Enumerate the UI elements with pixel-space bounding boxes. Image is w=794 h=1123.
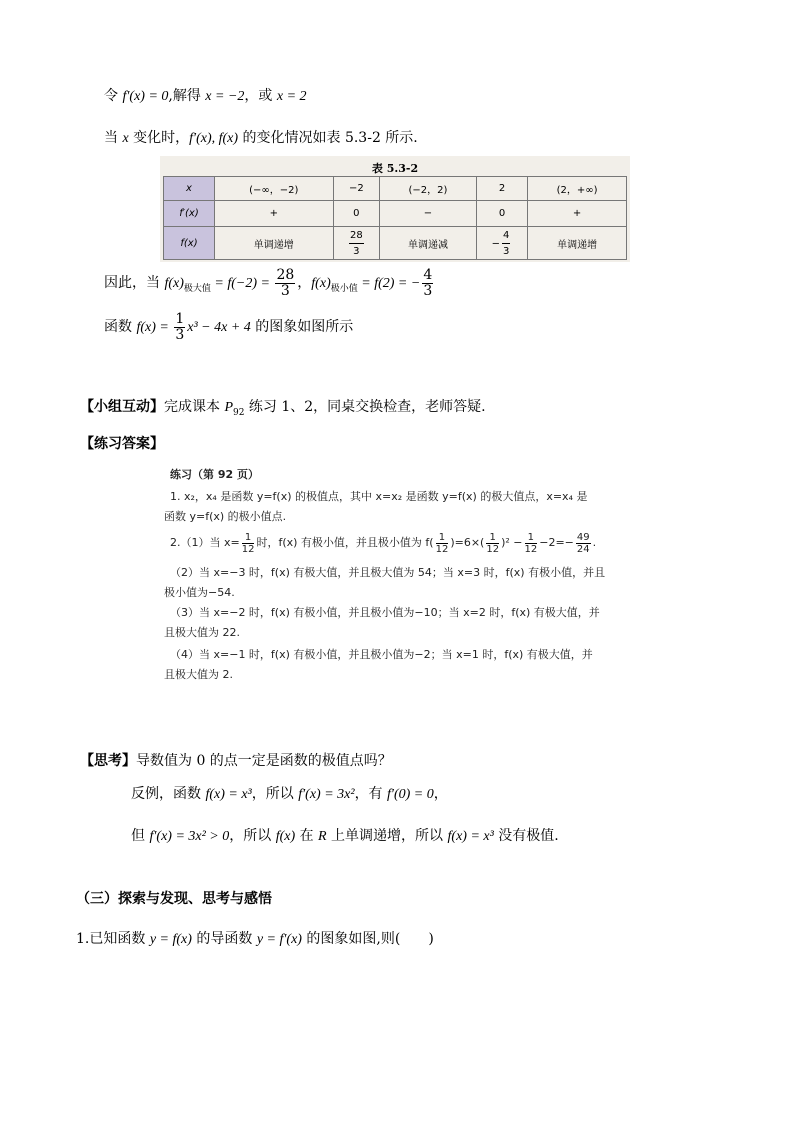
answer-line: （4）当 x=−1 时，f(x) 有极小值，并且极小值为−2；当 x=1 时，f(x) 有极大值，并 (170, 648, 593, 661)
numerator: 1 (175, 310, 185, 327)
table-cell: 单调递减 (380, 227, 477, 260)
subscript: 92 (233, 407, 245, 418)
think-question (80, 752, 392, 770)
numerator: 28 (276, 266, 295, 283)
numerator: 1 (525, 532, 538, 544)
section-heading: （三）探索与发现、思考与感悟 (76, 891, 272, 907)
answer-line: 且极大值为 2. (164, 668, 233, 681)
text: ,解得 (168, 88, 206, 104)
text: ，或 (244, 88, 277, 104)
denominator: 12 (435, 543, 449, 555)
math: f′(x) = 0 (122, 89, 169, 104)
text: 的图象如图,则( ) (301, 931, 434, 947)
extremum-conclusion (104, 266, 435, 306)
fraction (349, 228, 364, 259)
math: y = f′(x) (256, 932, 302, 947)
math: P (224, 400, 234, 415)
math: f′(0) = 0 (387, 787, 434, 802)
math: f′(x) = 3x² > 0 (149, 829, 230, 844)
text: 令 (104, 88, 123, 104)
text: 函数 (104, 319, 137, 335)
denominator: 3 (423, 282, 433, 299)
table-row (164, 201, 627, 227)
text: 当 (104, 130, 123, 146)
text: 的导函数 (191, 931, 257, 947)
table-cell (333, 227, 380, 260)
question-1 (76, 930, 434, 949)
math: f′(x), f(x) (189, 131, 239, 146)
fraction (242, 532, 255, 555)
math: x = −2 (205, 89, 245, 104)
numerator: 1 (242, 532, 255, 544)
table-cell: 2 (476, 177, 527, 201)
text: ， (433, 786, 448, 802)
text: 反例，函数 (131, 786, 206, 802)
math: x (122, 131, 129, 146)
table-cell: 单调递增 (528, 227, 627, 260)
denominator: 3 (503, 245, 510, 257)
math: f(x) = x³ (447, 829, 494, 844)
math: x³ − 4x + 4 (187, 320, 251, 335)
answer-line: 且极大值为 22. (164, 626, 240, 639)
math: = f(2) = − (357, 276, 421, 291)
text: ， (297, 275, 312, 291)
denominator: 12 (486, 543, 500, 555)
math: = f(−2) = (210, 276, 274, 291)
answer-line: 函数 y=f(x) 的极小值点. (164, 510, 287, 523)
table-row (164, 177, 627, 201)
numerator: 4 (502, 228, 510, 244)
section-tag: 【思考】 (80, 753, 136, 769)
table-caption: 表 5.3-2 (371, 162, 419, 175)
numerator: 49 (576, 531, 590, 543)
text: 变化时， (128, 130, 190, 146)
variation-table (163, 176, 627, 260)
text: 1.已知函数 (76, 931, 150, 947)
numerator: 1 (436, 532, 449, 544)
math: f(x) (275, 829, 296, 844)
text: . (592, 536, 597, 549)
subscript: 极小值 (330, 283, 358, 294)
fraction (422, 268, 433, 299)
fraction (275, 268, 295, 299)
table-cell: (−2，2) (380, 177, 477, 201)
math: f(x) (311, 276, 331, 291)
math: f(x) (164, 276, 184, 291)
answers-title: 练习（第 92 页） (170, 468, 259, 481)
answers-tag: 【练习答案】 (80, 436, 164, 452)
text: )² − (501, 536, 523, 549)
group-interaction (80, 398, 486, 422)
math: f(x) = x³ (205, 787, 252, 802)
variation-table-image (160, 156, 630, 262)
table-cell: − (380, 201, 477, 227)
table-cell: (−∞，−2) (215, 177, 334, 201)
text: −2=− (539, 536, 574, 549)
denominator: 12 (241, 543, 255, 555)
minus-sign: − (491, 238, 501, 249)
text: ，所以 (251, 786, 299, 802)
denominator: 24 (576, 543, 590, 555)
denominator: 3 (280, 282, 290, 299)
text: 因此，当 (104, 275, 165, 291)
text: 2.（1）当 x= (170, 536, 240, 549)
numerator: 28 (349, 228, 364, 244)
think-line (131, 785, 448, 804)
text: 导数值为 0 的点一定是函数的极值点吗？ (136, 753, 392, 769)
variation-line (104, 129, 418, 148)
table-cell: + (215, 201, 334, 227)
fraction (525, 532, 538, 555)
text: ，有 (354, 786, 388, 802)
think-line (131, 827, 559, 846)
solve-line (104, 87, 307, 106)
denominator: 3 (353, 245, 360, 257)
table-cell: 0 (476, 201, 527, 227)
answer-line: 极小值为−54. (164, 586, 235, 599)
text: )=6×( (450, 536, 485, 549)
math: R (318, 829, 327, 844)
answer-line: 1. x₂，x₄ 是函数 y=f(x) 的极值点，其中 x=x₂ 是函数 y=f(x) 的极大值点，x=x₄ 是 (170, 490, 588, 503)
text: 时，f(x) 有极小值，并且极小值为 f (256, 536, 430, 549)
numerator: 1 (486, 532, 499, 544)
fraction (436, 532, 449, 555)
table-cell: 0 (333, 201, 380, 227)
text: 在 (295, 828, 319, 844)
text: 的图象如图所示 (250, 319, 354, 335)
math: f′(x) = 3x² (298, 787, 355, 802)
answer-line: （3）当 x=−2 时，f(x) 有极小值，并且极小值为−10；当 x=2 时，f(x) 有极大值，并 (170, 606, 600, 619)
table-cell: + (528, 201, 627, 227)
text: 没有极值. (493, 828, 559, 844)
denominator: 3 (175, 326, 185, 343)
math: y = f(x) (149, 932, 192, 947)
table-cell: f(x) (164, 227, 215, 260)
table-cell: f′(x) (164, 201, 215, 227)
numerator: 4 (423, 266, 433, 283)
table-cell: (2，+∞) (528, 177, 627, 201)
fraction (502, 228, 510, 259)
table-row (164, 227, 627, 260)
text: 但 (131, 828, 150, 844)
text: ( (429, 536, 434, 549)
text: 完成课本 (164, 399, 225, 415)
math: x = 2 (276, 89, 307, 104)
answer-line: （2）当 x=−3 时，f(x) 有极大值，并且极大值为 54；当 x=3 时，f(x) 有极小值，并且 (170, 566, 606, 579)
table-cell: x (164, 177, 215, 201)
table-cell: −2 (333, 177, 380, 201)
fraction (576, 532, 591, 555)
text: 练习 1、2，同桌交换检查，老师答疑. (244, 399, 486, 415)
math: f(x) = (136, 320, 173, 335)
denominator: 12 (524, 543, 538, 555)
function-graph-line (104, 310, 353, 345)
text: ，所以 (229, 828, 276, 844)
answer-line (170, 530, 596, 556)
text: 的变化情况如表 5.3-2 所示. (238, 130, 418, 146)
table-cell: 单调递增 (215, 227, 334, 260)
fraction (486, 532, 499, 555)
subscript: 极大值 (183, 283, 211, 294)
section-tag: 【小组互动】 (80, 399, 164, 415)
text: 上单调递增，所以 (326, 828, 448, 844)
table-cell (476, 227, 527, 260)
fraction (174, 312, 185, 343)
